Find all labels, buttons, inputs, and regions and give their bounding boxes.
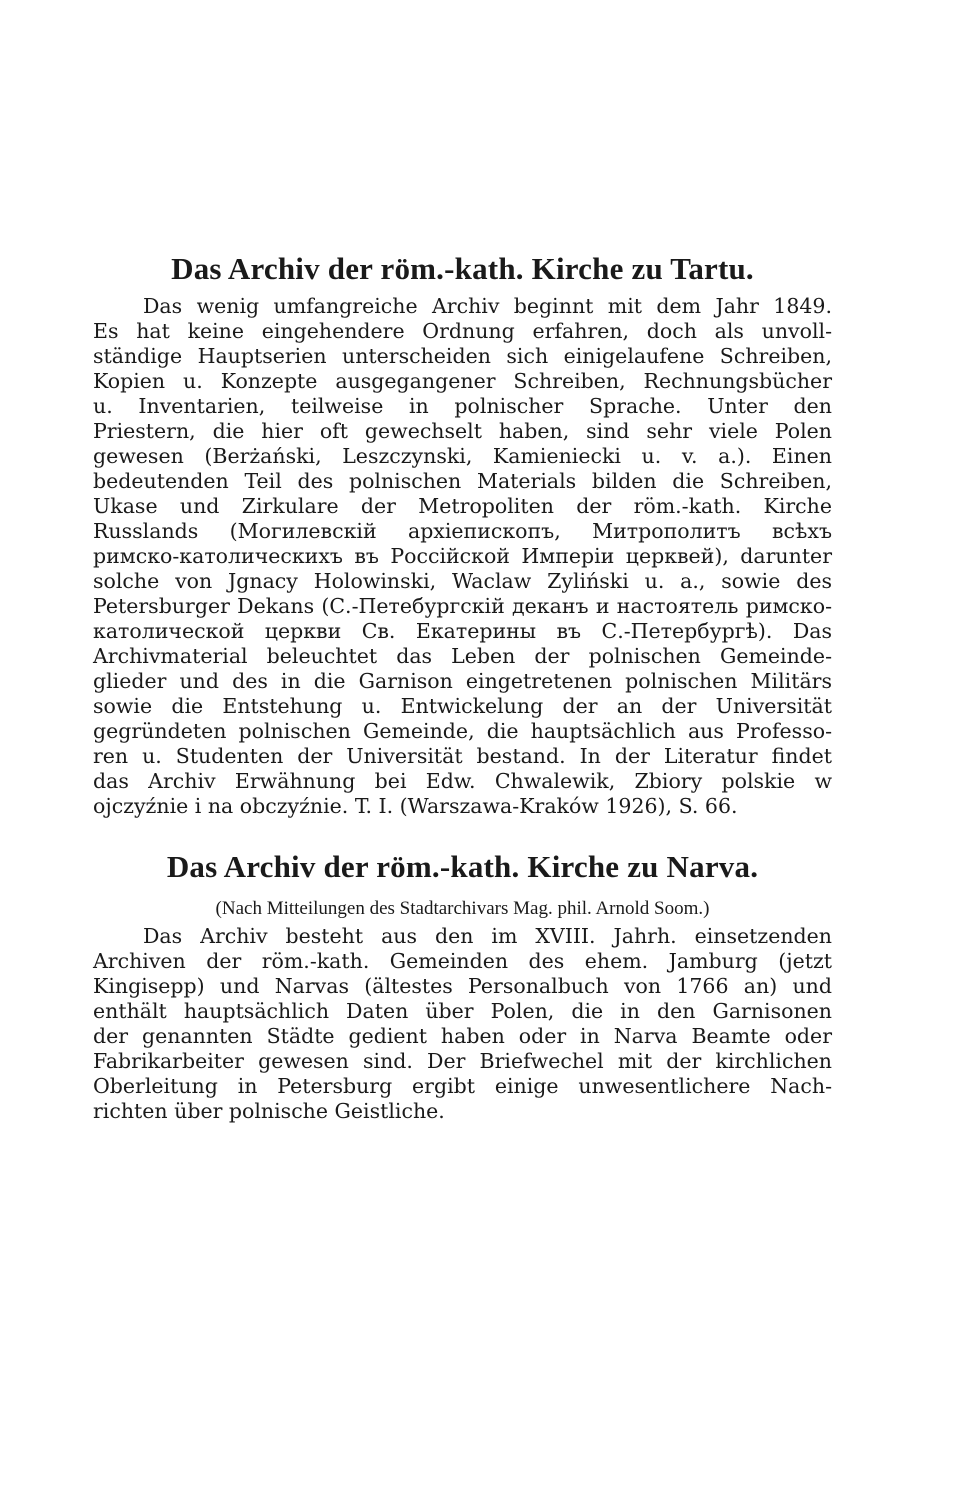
text-line: das Archiv Erwähnung bei Edw. Chwalewik, Zbiory polskie w [93, 769, 832, 793]
text-line: Priestern, die hier oft gewechselt haben, sind sehr viele Polen [93, 419, 832, 443]
section-title-tartu: Das Archiv der röm.-kath. Kirche zu Tartu. [171, 251, 754, 286]
text-line: Ukase und Zirkulare der Metropoliten der röm.-kath. Kirche [93, 494, 832, 518]
text-line: ren u. Studenten der Universität bestand. In der Literatur findet [93, 744, 832, 768]
section-title-narva: Das Archiv der röm.-kath. Kirche zu Narva. [166, 849, 759, 884]
text-line: Kopien u. Konzepte ausgegangener Schreiben, Rechnungsbücher [93, 369, 832, 393]
text-line: u. Inventarien, teilweise in polnischer Sprache. Unter den [93, 394, 832, 418]
text-line: Es hat keine eingehendere Ordnung erfahren, doch als unvoll- [93, 319, 832, 343]
text-line: Oberleitung in Petersburg ergibt einige unwesentlichere Nach- [93, 1074, 832, 1098]
text-line: католической церкви Св. Екатерины въ С.-Петербургѣ). Das [93, 619, 832, 643]
text-line: ständige Hauptserien unterscheiden sich einigelaufene Schreiben, [93, 344, 832, 368]
text-line: richten über polnische Geistliche. [93, 1099, 445, 1123]
text-line: Archivmaterial beleuchtet das Leben der polnischen Gemeinde- [93, 644, 832, 668]
text-line: der genannten Städte gedient haben oder in Narva Beamte oder [93, 1024, 832, 1048]
text-line: Das Archiv besteht aus den im XVIII. Jahrh. einsetzenden [143, 924, 832, 948]
text-line: римско-католическихъ въ Россійской Имперіи церквей), darunter [93, 544, 832, 568]
source-note: (Nach Mitteilungen des Stadtarchivars Mag. phil. Arnold Soom.) [215, 898, 710, 919]
text-line: Das wenig umfangreiche Archiv beginnt mit dem Jahr 1849. [143, 294, 832, 318]
text-line: sowie die Entstehung u. Entwickelung der an der Universität [93, 694, 832, 718]
text-line: gegründeten polnischen Gemeinde, die hauptsächlich aus Professo- [93, 719, 832, 743]
text-line: Kingisepp) und Narvas (ältestes Personalbuch von 1766 an) und [93, 974, 832, 998]
text-line: bedeutenden Teil des polnischen Materials bilden die Schreiben, [93, 469, 832, 493]
paragraph-tartu [93, 294, 832, 819]
text-line: glieder und des in die Garnison eingetretenen polnischen Militärs [93, 669, 832, 693]
text-line: ojczyźnie i na obczyźnie. T. I. (Warszawa-Kraków 1926), S. 66. [93, 794, 738, 818]
text-line: Archiven der röm.-kath. Gemeinden des ehem. Jamburg (jetzt [93, 949, 832, 973]
text-line: solche von Jgnacy Holowinski, Waclaw Zyliński u. a., sowie des [93, 569, 832, 593]
text-line: Fabrikarbeiter gewesen sind. Der Briefwechel mit der kirchlichen [93, 1049, 832, 1073]
text-line: gewesen (Berżański, Leszczynski, Kamieniecki u. v. a.). Einen [93, 444, 832, 468]
text-line: Petersburger Dekans (С.-Петебургскій деканъ и настоятель римско- [93, 594, 832, 618]
paragraph-narva [93, 924, 832, 1124]
text-line: Russlands (Могилевскій архіепископъ, Митрополитъ всѣхъ [93, 519, 832, 543]
text-line: enthält hauptsächlich Daten über Polen, die in den Garnisonen [93, 999, 832, 1023]
